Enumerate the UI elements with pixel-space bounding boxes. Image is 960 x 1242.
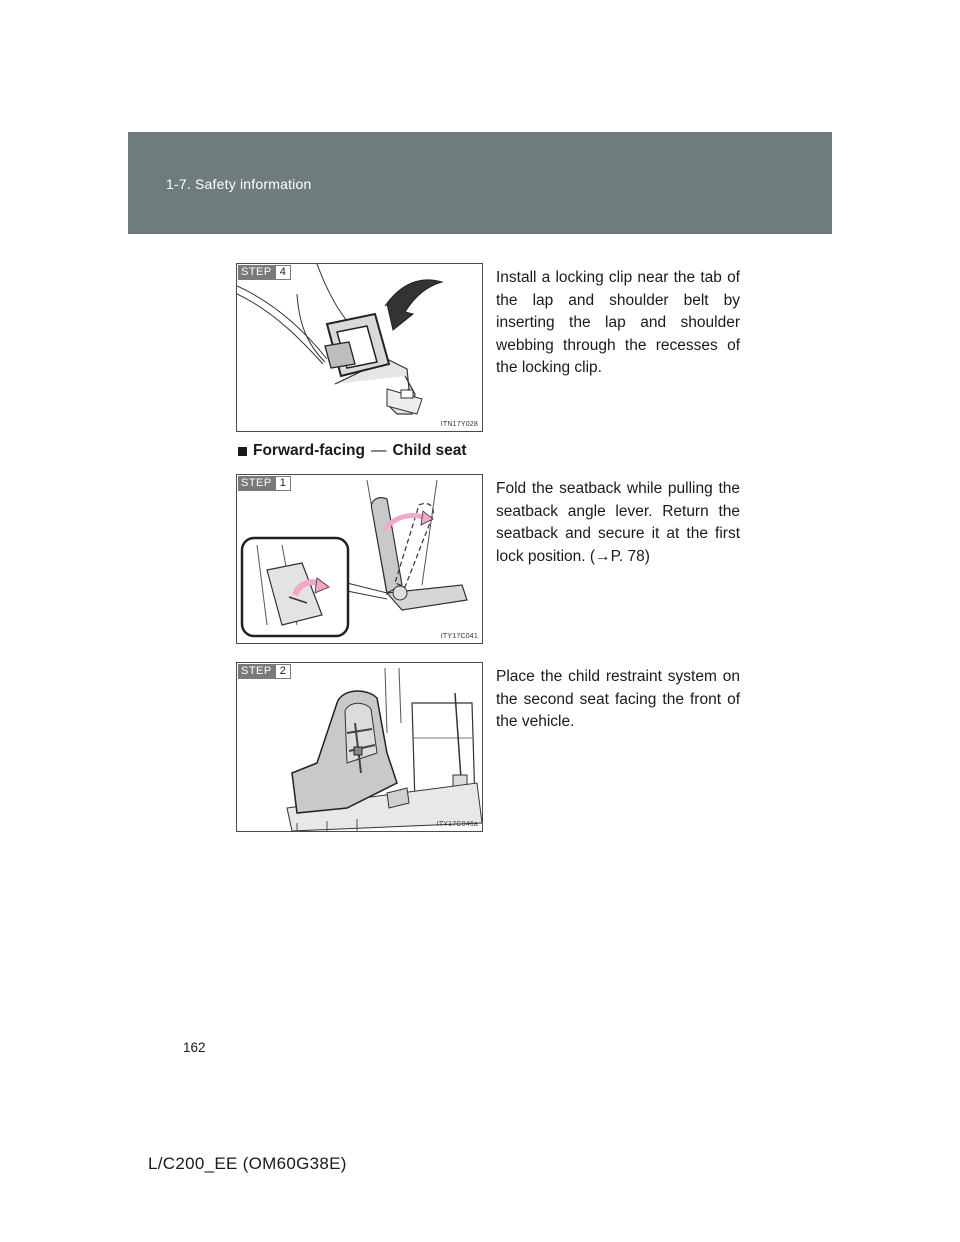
- paragraph-locking-clip: Install a locking clip near the tab of the lap and shoulder belt by inserting the lap and shoulder webbing through the recesses of the locking clip.: [496, 269, 740, 376]
- document-code: L/C200_EE (OM60G38E): [148, 1154, 347, 1173]
- step-number: 2: [275, 664, 291, 679]
- step-label: STEP: [238, 265, 275, 280]
- section-heading-forward-facing: [238, 442, 467, 460]
- step-badge: [238, 476, 291, 491]
- figure-locking-clip: [236, 263, 483, 432]
- heading-dash: —: [370, 442, 387, 459]
- locking-clip-illustration: [237, 264, 483, 432]
- seatback-illustration: [237, 475, 483, 644]
- figure-code: ITY17C041: [440, 633, 478, 640]
- heading-sub: Child seat: [392, 442, 467, 459]
- step-label: STEP: [238, 664, 275, 679]
- paragraph-fold-seatback: Fold the seatback while pulling the seatback angle lever. Return the seatback and secure it at the first lock position. (→P. 78): [496, 480, 740, 565]
- header-band: [128, 132, 832, 234]
- step-label: STEP: [238, 476, 275, 491]
- figure-code: ITN17Y028: [440, 421, 478, 428]
- figure-code: ITY17C046a: [436, 821, 478, 828]
- step-number: 1: [275, 476, 291, 491]
- child-seat-illustration: [237, 663, 483, 832]
- step-badge: [238, 664, 291, 679]
- step-badge: [238, 265, 291, 280]
- heading-main: Forward-facing: [253, 442, 365, 459]
- figure-child-seat: [236, 662, 483, 832]
- section-title: 1-7. Safety information: [166, 176, 312, 192]
- page-number: 162: [183, 1040, 206, 1055]
- step-number: 4: [275, 265, 291, 280]
- figure-seatback-fold: [236, 474, 483, 644]
- bullet-square-icon: [238, 447, 247, 456]
- paragraph-place-child-seat: Place the child restraint system on the second seat facing the front of the vehicle.: [496, 668, 740, 730]
